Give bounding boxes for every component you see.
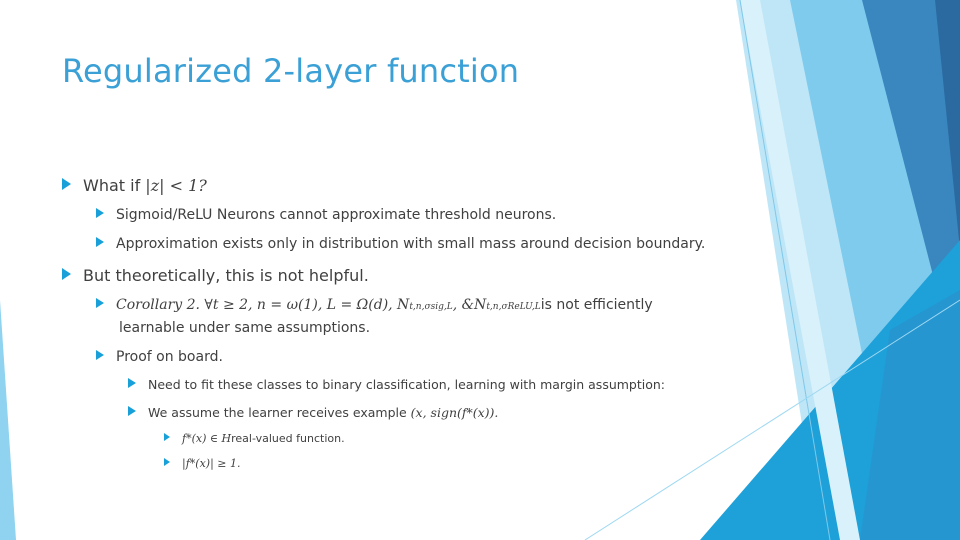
- bullet-text: We assume the learner receives example: [148, 405, 407, 420]
- slide-title: Regularized 2-layer function: [62, 52, 520, 90]
- bullet-learner-receives: [128, 405, 498, 420]
- bullet-text: Approximation exists only in distribution with small mass around decision boundary.: [116, 236, 706, 252]
- bullet-text: Proof on board.: [116, 349, 223, 365]
- bullet-text: But theoretically, this is not helpful.: [83, 266, 369, 285]
- bullet-sigmoid: [96, 207, 556, 223]
- bullet-arrow-icon: [164, 433, 170, 441]
- bullet-proof: [96, 349, 223, 365]
- bullet-arrow-icon: [164, 458, 170, 466]
- bullet-text: Need to fit these classes to binary classification, learning with margin assumption:: [148, 377, 666, 392]
- bullet-what-if: [62, 176, 207, 195]
- bullet-arrow-icon: [128, 378, 136, 388]
- bullet-math: (x, sign(f*(x)).: [410, 405, 499, 420]
- bullet-arrow-icon: [62, 178, 71, 190]
- bullet-arrow-icon: [62, 268, 71, 280]
- bullet-math: |f*(x)| ≥ 1.: [182, 457, 241, 470]
- bullet-arrow-icon: [128, 406, 136, 416]
- bullet-math-subscript: t,n,σsig,L: [409, 302, 453, 312]
- bullet-real-valued: [164, 432, 345, 445]
- bullet-text: real-valued function.: [231, 432, 345, 445]
- bullet-math-mid: , &N: [452, 297, 487, 313]
- bullet-text: is not efficiently: [540, 297, 653, 313]
- bullet-text: Sigmoid/ReLU Neurons cannot approximate threshold neurons.: [116, 207, 557, 223]
- bullet-math-subscript-2: t,n,σReLU,L: [486, 302, 541, 312]
- bullet-theoretically: [62, 266, 369, 285]
- bullet-corollary-continuation: learnable under same assumptions.: [119, 320, 371, 336]
- bullet-arrow-icon: [96, 237, 104, 247]
- bullet-math: |z| < 1?: [145, 176, 207, 195]
- bullet-corollary: [96, 297, 653, 313]
- bullet-text: What if: [83, 176, 141, 195]
- bullet-margin: [164, 457, 240, 470]
- bullet-arrow-icon: [96, 208, 104, 218]
- bullet-approximation: [96, 236, 705, 252]
- bullet-arrow-icon: [96, 350, 104, 360]
- bullet-math: Corollary 2. ∀t ≥ 2, n = ω(1), L = Ω(d), N: [116, 297, 410, 313]
- bullet-need-to-fit: [128, 377, 665, 392]
- left-edge-shape: [0, 300, 16, 540]
- bullet-math: f*(x) ∈ H: [182, 432, 232, 445]
- bullet-arrow-icon: [96, 298, 104, 308]
